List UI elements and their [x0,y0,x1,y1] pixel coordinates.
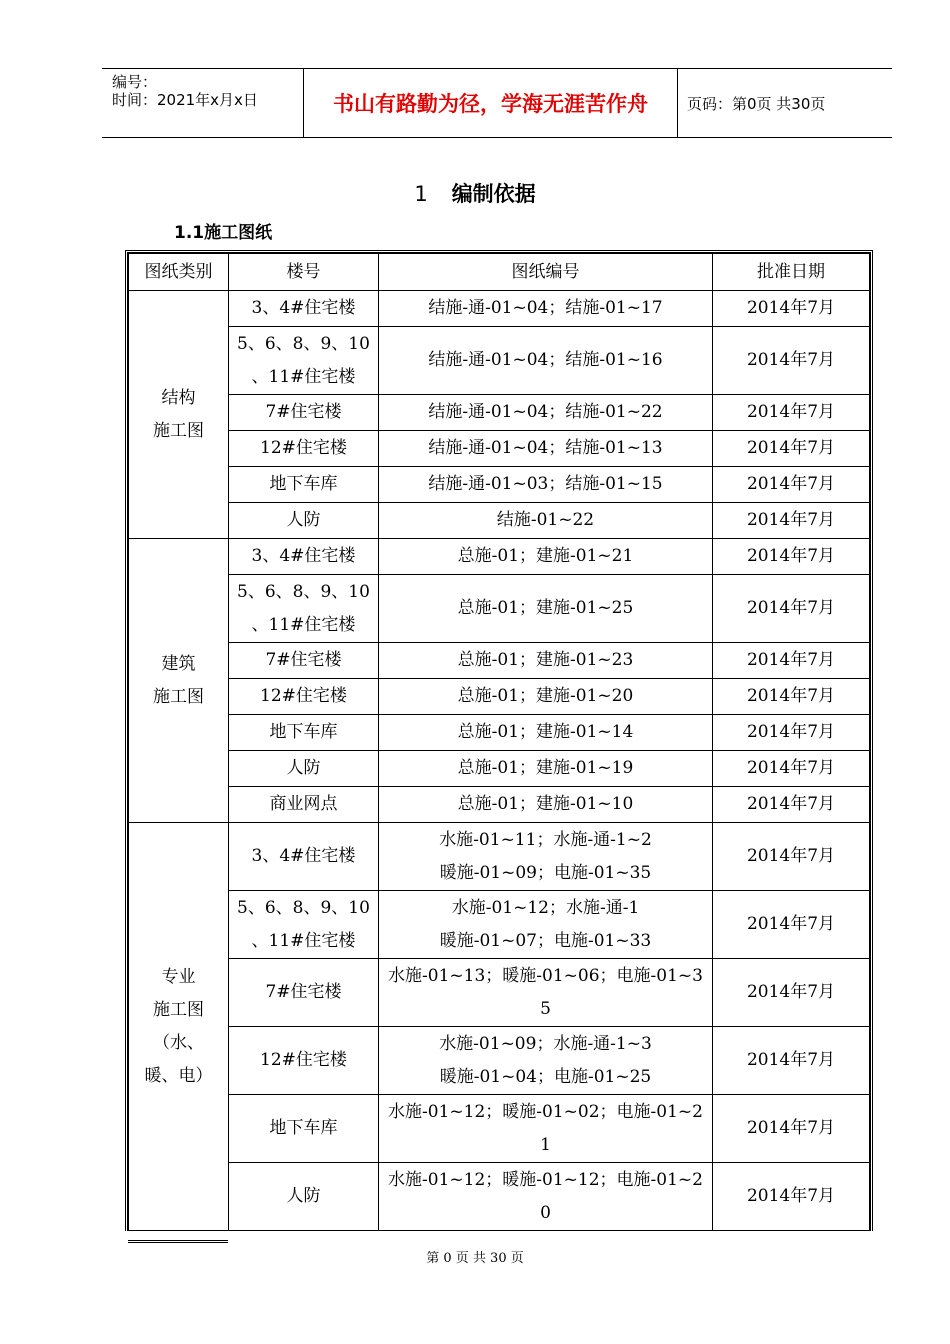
table-row [129,1027,870,1095]
building-cell [229,715,379,751]
table-row [129,751,870,787]
drawing-code-line: 总施-01；建施-01~25 [457,598,634,618]
approval-date-cell: 2014年7月 [713,643,870,679]
table-row [129,395,870,431]
building-line: 商业网点 [269,794,338,814]
table-row [129,431,870,467]
approval-date-cell: 2014年7月 [713,751,870,787]
drawing-code-line: 水施-01~12；暖施-01~12；电施-01~2 [388,1169,703,1190]
building-cell [229,1027,379,1095]
table-row [129,823,870,891]
table-row [129,467,870,503]
drawing-code-line: 5 [540,998,551,1019]
drawing-code-line: 暖施-01~07；电施-01~33 [439,930,652,951]
category-line: 施工图 [153,420,204,441]
category-cell [129,539,229,823]
drawing-code-cell [379,1163,713,1231]
drawing-code-cell [379,575,713,643]
approval-date-cell: 2014年7月 [713,291,870,327]
approval-date-cell: 2014年7月 [713,715,870,751]
approval-date-cell: 2014年7月 [713,327,870,395]
category-cell [129,823,229,1231]
building-cell [229,787,379,823]
building-cell [229,291,379,327]
building-cell [229,643,379,679]
building-cell [229,395,379,431]
table-row [129,1163,870,1231]
table-row [129,787,870,823]
drawing-code-line: 暖施-01~04；电施-01~25 [439,1066,652,1087]
drawing-code-cell [379,291,713,327]
drawing-code-line: 1 [540,1134,551,1155]
table-row [129,503,870,539]
table-row [129,959,870,1027]
building-cell [229,1095,379,1163]
page-footer: 第 0 页 共 30 页 [426,1251,524,1266]
building-line: 人防 [286,510,321,530]
building-line: 7#住宅楼 [265,402,342,422]
drawing-code-line: 水施-01~13；暖施-01~06；电施-01~3 [388,965,703,986]
approval-date-cell: 2014年7月 [713,467,870,503]
table-row [129,679,870,715]
drawing-code-cell [379,643,713,679]
drawing-code-line: 水施-01~12；暖施-01~02；电施-01~2 [388,1101,703,1122]
building-line: 地下车库 [269,1118,338,1138]
table-row [129,575,870,643]
building-line: 12#住宅楼 [260,438,347,458]
drawing-code-cell [379,539,713,575]
drawing-code-cell [379,395,713,431]
building-line: 7#住宅楼 [265,650,342,670]
approval-date-cell: 2014年7月 [713,539,870,575]
building-cell [229,823,379,891]
header-category: 图纸类别 [129,254,229,291]
table-body [129,291,870,1231]
section-number: 1 [414,182,428,206]
building-cell [229,539,379,575]
approval-date-cell: 2014年7月 [713,959,870,1027]
building-line: 人防 [286,758,321,778]
approval-date-cell: 2014年7月 [713,787,870,823]
time-label: 时间：2021年x月x日 [112,91,258,109]
category-line: 暖、电） [144,1065,213,1086]
header-motto: 书山有路勤为径，学海无涯苦作舟 [303,69,678,137]
table-bottom-border [128,1240,228,1247]
drawing-code-cell [379,431,713,467]
table-row [129,539,870,575]
drawing-code-cell [379,467,713,503]
drawing-code-cell [379,787,713,823]
approval-date-cell: 2014年7月 [713,1095,870,1163]
drawing-code-cell [379,751,713,787]
drawings-table-frame [125,250,873,1231]
table-row [129,715,870,751]
drawing-code-cell [379,891,713,959]
approval-date-cell: 2014年7月 [713,1163,870,1231]
section-title [0,178,950,208]
table-row [129,1095,870,1163]
table-row [129,291,870,327]
drawing-code-cell [379,1027,713,1095]
drawing-code-line: 水施-01~12；水施-通-1 [451,897,640,918]
page-header [102,68,892,138]
building-cell [229,467,379,503]
category-line: 建筑 [161,653,196,674]
building-cell [229,1163,379,1231]
header-meta [102,69,302,137]
approval-date-cell: 2014年7月 [713,823,870,891]
drawing-code-line: 结施-通-01~03；结施-01~15 [428,474,663,494]
drawing-code-line: 总施-01；建施-01~20 [457,686,634,706]
drawing-code-line: 总施-01；建施-01~14 [457,722,634,742]
drawing-code-line: 总施-01；建施-01~10 [457,794,634,814]
drawing-code-line: 总施-01；建施-01~23 [457,650,634,670]
building-cell [229,679,379,715]
building-cell [229,891,379,959]
category-line: （水、 [153,1032,204,1053]
drawing-code-line: 结施-通-01~04；结施-01~13 [428,438,663,458]
table-header-row [129,254,870,291]
drawing-code-cell [379,959,713,1027]
building-cell [229,575,379,643]
building-line: 12#住宅楼 [260,686,347,706]
drawing-code-cell [379,327,713,395]
drawing-code-line: 结施-通-01~04；结施-01~17 [428,298,663,318]
drawing-code-line: 暖施-01~09；电施-01~35 [439,862,652,883]
table-row [129,891,870,959]
category-line: 结构 [161,387,196,408]
approval-date-cell: 2014年7月 [713,679,870,715]
drawing-code-cell [379,823,713,891]
drawing-code-cell [379,503,713,539]
building-line: 人防 [286,1186,321,1206]
category-line: 专业 [161,966,196,987]
building-line: 5、6、8、9、10 [237,333,370,354]
approval-date-cell: 2014年7月 [713,431,870,467]
drawing-code-line: 水施-01~11；水施-通-1~2 [439,829,652,850]
building-line: 地下车库 [269,474,338,494]
category-cell [129,291,229,539]
building-line: 3、4#住宅楼 [251,546,356,566]
building-line: 、11#住宅楼 [251,930,356,951]
header-approval-date: 批准日期 [713,254,870,291]
drawing-code-cell [379,715,713,751]
header-building: 楼号 [229,254,379,291]
drawing-code-cell [379,1095,713,1163]
drawing-code-line: 结施-通-01~04；结施-01~22 [428,402,663,422]
approval-date-cell: 2014年7月 [713,1027,870,1095]
building-line: 、11#住宅楼 [251,614,356,635]
code-label: 编号： [112,73,158,91]
building-line: 12#住宅楼 [260,1050,347,1070]
drawing-code-line: 结施-通-01~04；结施-01~16 [428,350,663,370]
drawing-code-line: 水施-01~09；水施-通-1~3 [439,1033,652,1054]
building-line: 3、4#住宅楼 [251,298,356,318]
building-line: 5、6、8、9、10 [237,581,370,602]
header-page-label: 页码：第0页 共30页 [687,94,826,113]
drawing-code-line: 结施-01~22 [496,510,595,530]
header-drawing-code: 图纸编号 [379,254,713,291]
approval-date-cell: 2014年7月 [713,503,870,539]
table-row [129,643,870,679]
building-cell [229,959,379,1027]
building-line: 5、6、8、9、10 [237,897,370,918]
table-row [129,327,870,395]
building-cell [229,327,379,395]
approval-date-cell: 2014年7月 [713,575,870,643]
approval-date-cell: 2014年7月 [713,395,870,431]
category-line: 施工图 [153,686,204,707]
drawing-code-line: 0 [540,1202,551,1223]
section-title-text: 编制依据 [451,182,536,206]
drawings-table [128,253,870,1231]
building-cell [229,503,379,539]
building-cell [229,431,379,467]
approval-date-cell: 2014年7月 [713,891,870,959]
building-line: 3、4#住宅楼 [251,846,356,866]
building-line: 7#住宅楼 [265,982,342,1002]
building-line: 、11#住宅楼 [251,366,356,387]
drawing-code-line: 总施-01；建施-01~21 [457,546,634,566]
drawing-code-line: 总施-01；建施-01~19 [457,758,634,778]
category-line: 施工图 [153,999,204,1020]
building-cell [229,751,379,787]
building-line: 地下车库 [269,722,338,742]
section-subtitle: 1.1施工图纸 [174,223,273,243]
drawing-code-cell [379,679,713,715]
